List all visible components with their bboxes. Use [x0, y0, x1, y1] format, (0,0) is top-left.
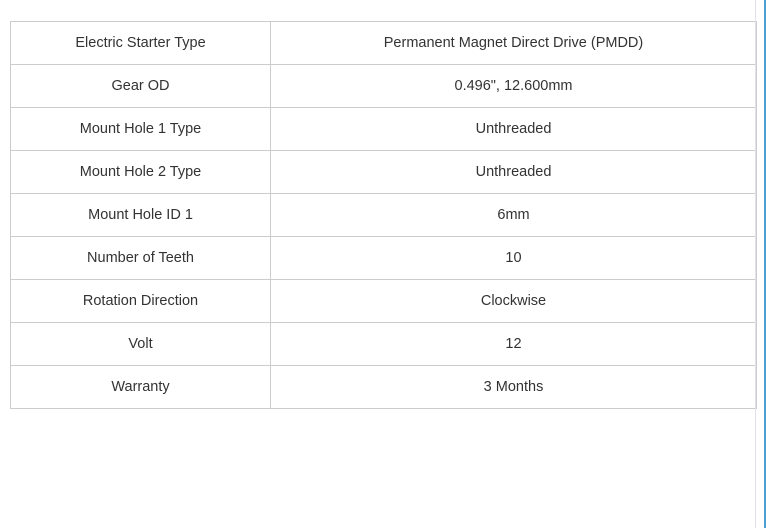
spec-value: 12 — [271, 323, 757, 366]
table-row — [11, 194, 757, 237]
spec-label: Electric Starter Type — [11, 22, 271, 65]
table-row — [11, 108, 757, 151]
spec-label: Warranty — [11, 366, 271, 409]
page-edge-divider — [755, 0, 756, 528]
table-row — [11, 65, 757, 108]
spec-label: Mount Hole 2 Type — [11, 151, 271, 194]
spec-value: Unthreaded — [271, 151, 757, 194]
spec-value: Clockwise — [271, 280, 757, 323]
spec-label: Mount Hole ID 1 — [11, 194, 271, 237]
table-row — [11, 237, 757, 280]
specifications-table — [10, 21, 757, 409]
table-row — [11, 366, 757, 409]
spec-label: Volt — [11, 323, 271, 366]
spec-value: 6mm — [271, 194, 757, 237]
spec-label: Mount Hole 1 Type — [11, 108, 271, 151]
spec-value: Permanent Magnet Direct Drive (PMDD) — [271, 22, 757, 65]
spec-value: 3 Months — [271, 366, 757, 409]
specifications-table-body — [11, 22, 757, 409]
spec-label: Gear OD — [11, 65, 271, 108]
specifications-table-container — [10, 21, 732, 409]
spec-label: Number of Teeth — [11, 237, 271, 280]
spec-label: Rotation Direction — [11, 280, 271, 323]
table-row — [11, 323, 757, 366]
table-row — [11, 22, 757, 65]
spec-value: Unthreaded — [271, 108, 757, 151]
table-row — [11, 280, 757, 323]
table-row — [11, 151, 757, 194]
spec-value: 0.496", 12.600mm — [271, 65, 757, 108]
spec-value: 10 — [271, 237, 757, 280]
